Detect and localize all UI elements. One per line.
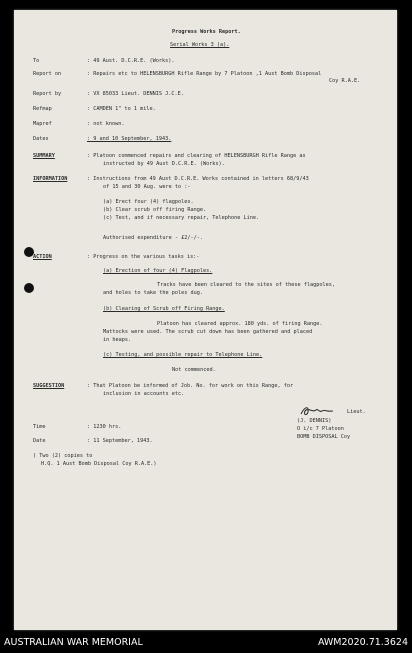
time-value: : 1230 hrs.	[87, 424, 122, 430]
action-b-line-1: Platoon has cleared approx. 180 yds. of firing Range.	[157, 321, 323, 327]
refmap-label: Refmap	[33, 106, 52, 112]
action-label: ACTION	[33, 254, 52, 260]
report-by-value: : VX 85033 Lieut. DENNIS J.C.E.	[87, 91, 184, 97]
footer-institution: AUSTRALIAN WAR MEMORIAL	[4, 637, 143, 648]
report-on-label: Report on	[33, 71, 62, 77]
summary-line-2: instructed by 49 Aust D.C.R.E. (Works).	[103, 161, 225, 167]
signature-rank: Lieut.	[347, 409, 366, 415]
report-on-value: : Repairs etc to HELENSBURGH Rifle Range by 7 Platoon ,1 Aust Bomb Disposal	[87, 71, 322, 77]
dates-value: : 9 and 10 September, 1943.	[87, 136, 172, 142]
signature-coy: BOMB DISPOSAL Coy	[297, 434, 351, 440]
document-page	[14, 10, 397, 630]
to-value: : 49 Aust. D.C.R.E. (Works).	[87, 58, 175, 64]
action-b-line-3: in heaps.	[103, 337, 132, 343]
handwritten-signature	[299, 404, 339, 418]
suggestion-line-2: inclusion in accounts etc.	[103, 391, 185, 397]
refmap-value: : CAMDEN 1" to 1 mile.	[87, 106, 156, 112]
authorised-expenditure: Authorised expenditure - £2/-/-.	[103, 235, 203, 241]
summary-line-1: : Platoon commenced repairs and clearing of HELENSBURGH Rifle Range as	[87, 153, 306, 159]
information-label: INFORMATION	[33, 176, 68, 182]
copies-line-1: ( Two (2) copies to	[33, 453, 93, 459]
punch-hole	[24, 283, 34, 293]
suggestion-line-1: : That Platoon be informed of Job. No. for work on this Range, for	[87, 383, 294, 389]
copies-line-2: H.Q. 1 Aust Bomb Disposal Coy R.A.E.)	[41, 461, 157, 467]
dates-label: Dates	[33, 136, 49, 142]
action-line-1: : Progress on the various tasks is:-	[87, 254, 200, 260]
report-title: Progress Works Report.	[172, 29, 241, 35]
mapref-label: Mapref	[33, 121, 52, 127]
information-line-2: of 15 and 30 Aug. were to :-	[103, 184, 191, 190]
information-item-a: (a) Erect four (4) flagpoles.	[103, 199, 194, 205]
summary-label: SUMMARY	[33, 153, 55, 159]
information-item-b: (b) Clear scrub off firing Range.	[103, 207, 207, 213]
time-label: Time	[33, 424, 46, 430]
date-label: Date	[33, 438, 46, 444]
footer-accession-number: AWM2020.71.3624	[317, 637, 408, 648]
action-c-line-1: Not commenced.	[172, 367, 216, 373]
signature-unit: O i/c 7 Platoon	[297, 426, 344, 432]
to-label: To	[33, 58, 40, 64]
action-item-b: (b) Clearing of Scrub off Firing Range.	[103, 306, 225, 312]
footer-bar	[0, 633, 412, 653]
information-line-1: : Instructions from 49 Aust D.C.R.E. Works contained in letters 68/9/43	[87, 176, 309, 182]
serial-number: Serial Works 3 (a).	[170, 42, 230, 48]
information-item-c: (c) Test, and if necessary repair, Telephone Line.	[103, 215, 260, 221]
signature-name: (J. DENNIS)	[297, 418, 332, 424]
report-on-value-2: Coy R.A.E.	[329, 78, 361, 84]
date-value: : 11 September, 1943.	[87, 438, 153, 444]
action-a-line-1: Tracks have been cleared to the sites of these flagpoles,	[157, 282, 336, 288]
action-item-a: (a) Erection of four (4) Flagpoles.	[103, 268, 213, 274]
mapref-value: : not known.	[87, 121, 125, 127]
report-by-label: Report by	[33, 91, 62, 97]
action-item-c: (c) Testing, and possible repair to Telephone Line.	[103, 352, 263, 358]
action-a-line-2: and holes to take the poles dug.	[103, 290, 203, 296]
action-b-line-2: Mattocks were used. The scrub cut down has been gathered and placed	[103, 329, 313, 335]
suggestion-label: SUGGESTION	[33, 383, 65, 389]
